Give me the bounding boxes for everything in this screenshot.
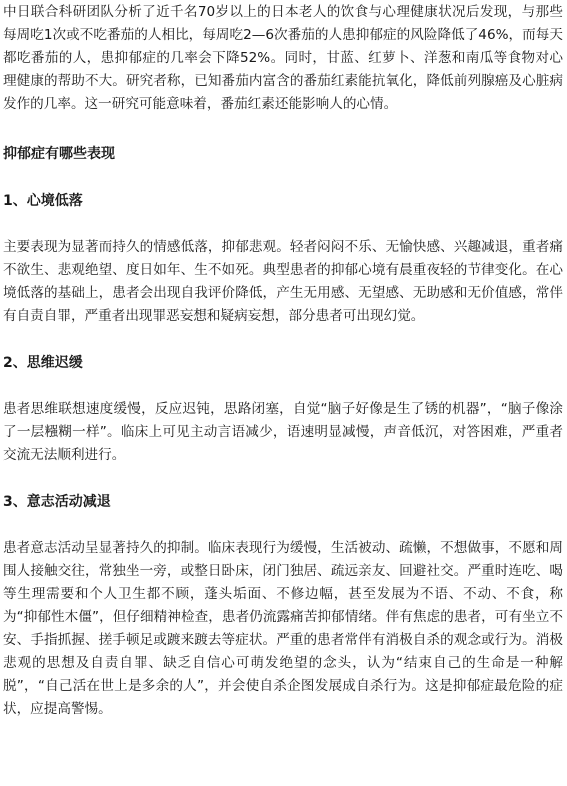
main-heading: 抑郁症有哪些表现 bbox=[3, 146, 115, 162]
section-heading-thinking: 2、思维迟缓 bbox=[3, 355, 83, 371]
section-heading-mood: 1、心境低落 bbox=[3, 193, 83, 209]
section-body-volition: 患者意志活动呈显著持久的抑制。临床表现行为缓慢，生活被动、疏懒，不想做事，不愿和周围人接触交往，常独坐一旁，或整日卧床，闭门独居、疏远亲友、回避社交。严重时连吃、喝等生理需要和个人卫生都不顾，蓬头垢面、不修边幅，甚至发展为不语、不动、不食，称为“抑郁性木僵”，但仔细精神检查，患者仍流露痛苦抑郁情绪。伴有焦虑的患者，可有坐立不安、手指抓握、搓手顿足或踱来踱去等症状。严重的患者常伴有消极自杀的观念或行为。消极悲观的思想及自责自罪、缺乏自信心可萌发绝望的念头，认为“结束自己的生命是一种解脱”，“自己活在世上是多余的人”，并会使自杀企图发展成自杀行为。这是抑郁症最危险的症状，应提高警惕。 bbox=[3, 540, 563, 717]
intro-paragraph: 中日联合科研团队分析了近千名70岁以上的日本老人的饮食与心理健康状况后发现，与那些每周吃1次或不吃番茄的人相比，每周吃2—6次番茄的人患抑郁症的风险降低了46%，而每天都吃番茄的人，患抑郁症的几率会下降52%。同时，甘蓝、红萝卜、洋葱和南瓜等食物对心理健康的帮助不大。研究者称，已知番茄内富含的番茄红素能抗氧化，降低前列腺癌及心脏病发作的几率。这一研究可能意味着，番茄红素还能影响人的心情。 bbox=[3, 4, 563, 112]
section-body-thinking: 患者思维联想速度缓慢，反应迟钝，思路闭塞，自觉“脑子好像是生了锈的机器”，“脑子像涂了一层糨糊一样”。临床上可见主动言语减少，语速明显减慢，声音低沉，对答困难，严重者交流无法顺利进行。 bbox=[3, 401, 563, 463]
section-body-mood: 主要表现为显著而持久的情感低落，抑郁悲观。轻者闷闷不乐、无愉快感、兴趣减退，重者痛不欲生、悲观绝望、度日如年、生不如死。典型患者的抑郁心境有晨重夜轻的节律变化。在心境低落的基础上，患者会出现自我评价降低，产生无用感、无望感、无助感和无价值感，常伴有自责自罪，严重者出现罪恶妄想和疑病妄想，部分患者可出现幻觉。 bbox=[3, 239, 563, 324]
article bbox=[0, 1, 567, 721]
section-heading-volition: 3、意志活动减退 bbox=[3, 494, 111, 510]
